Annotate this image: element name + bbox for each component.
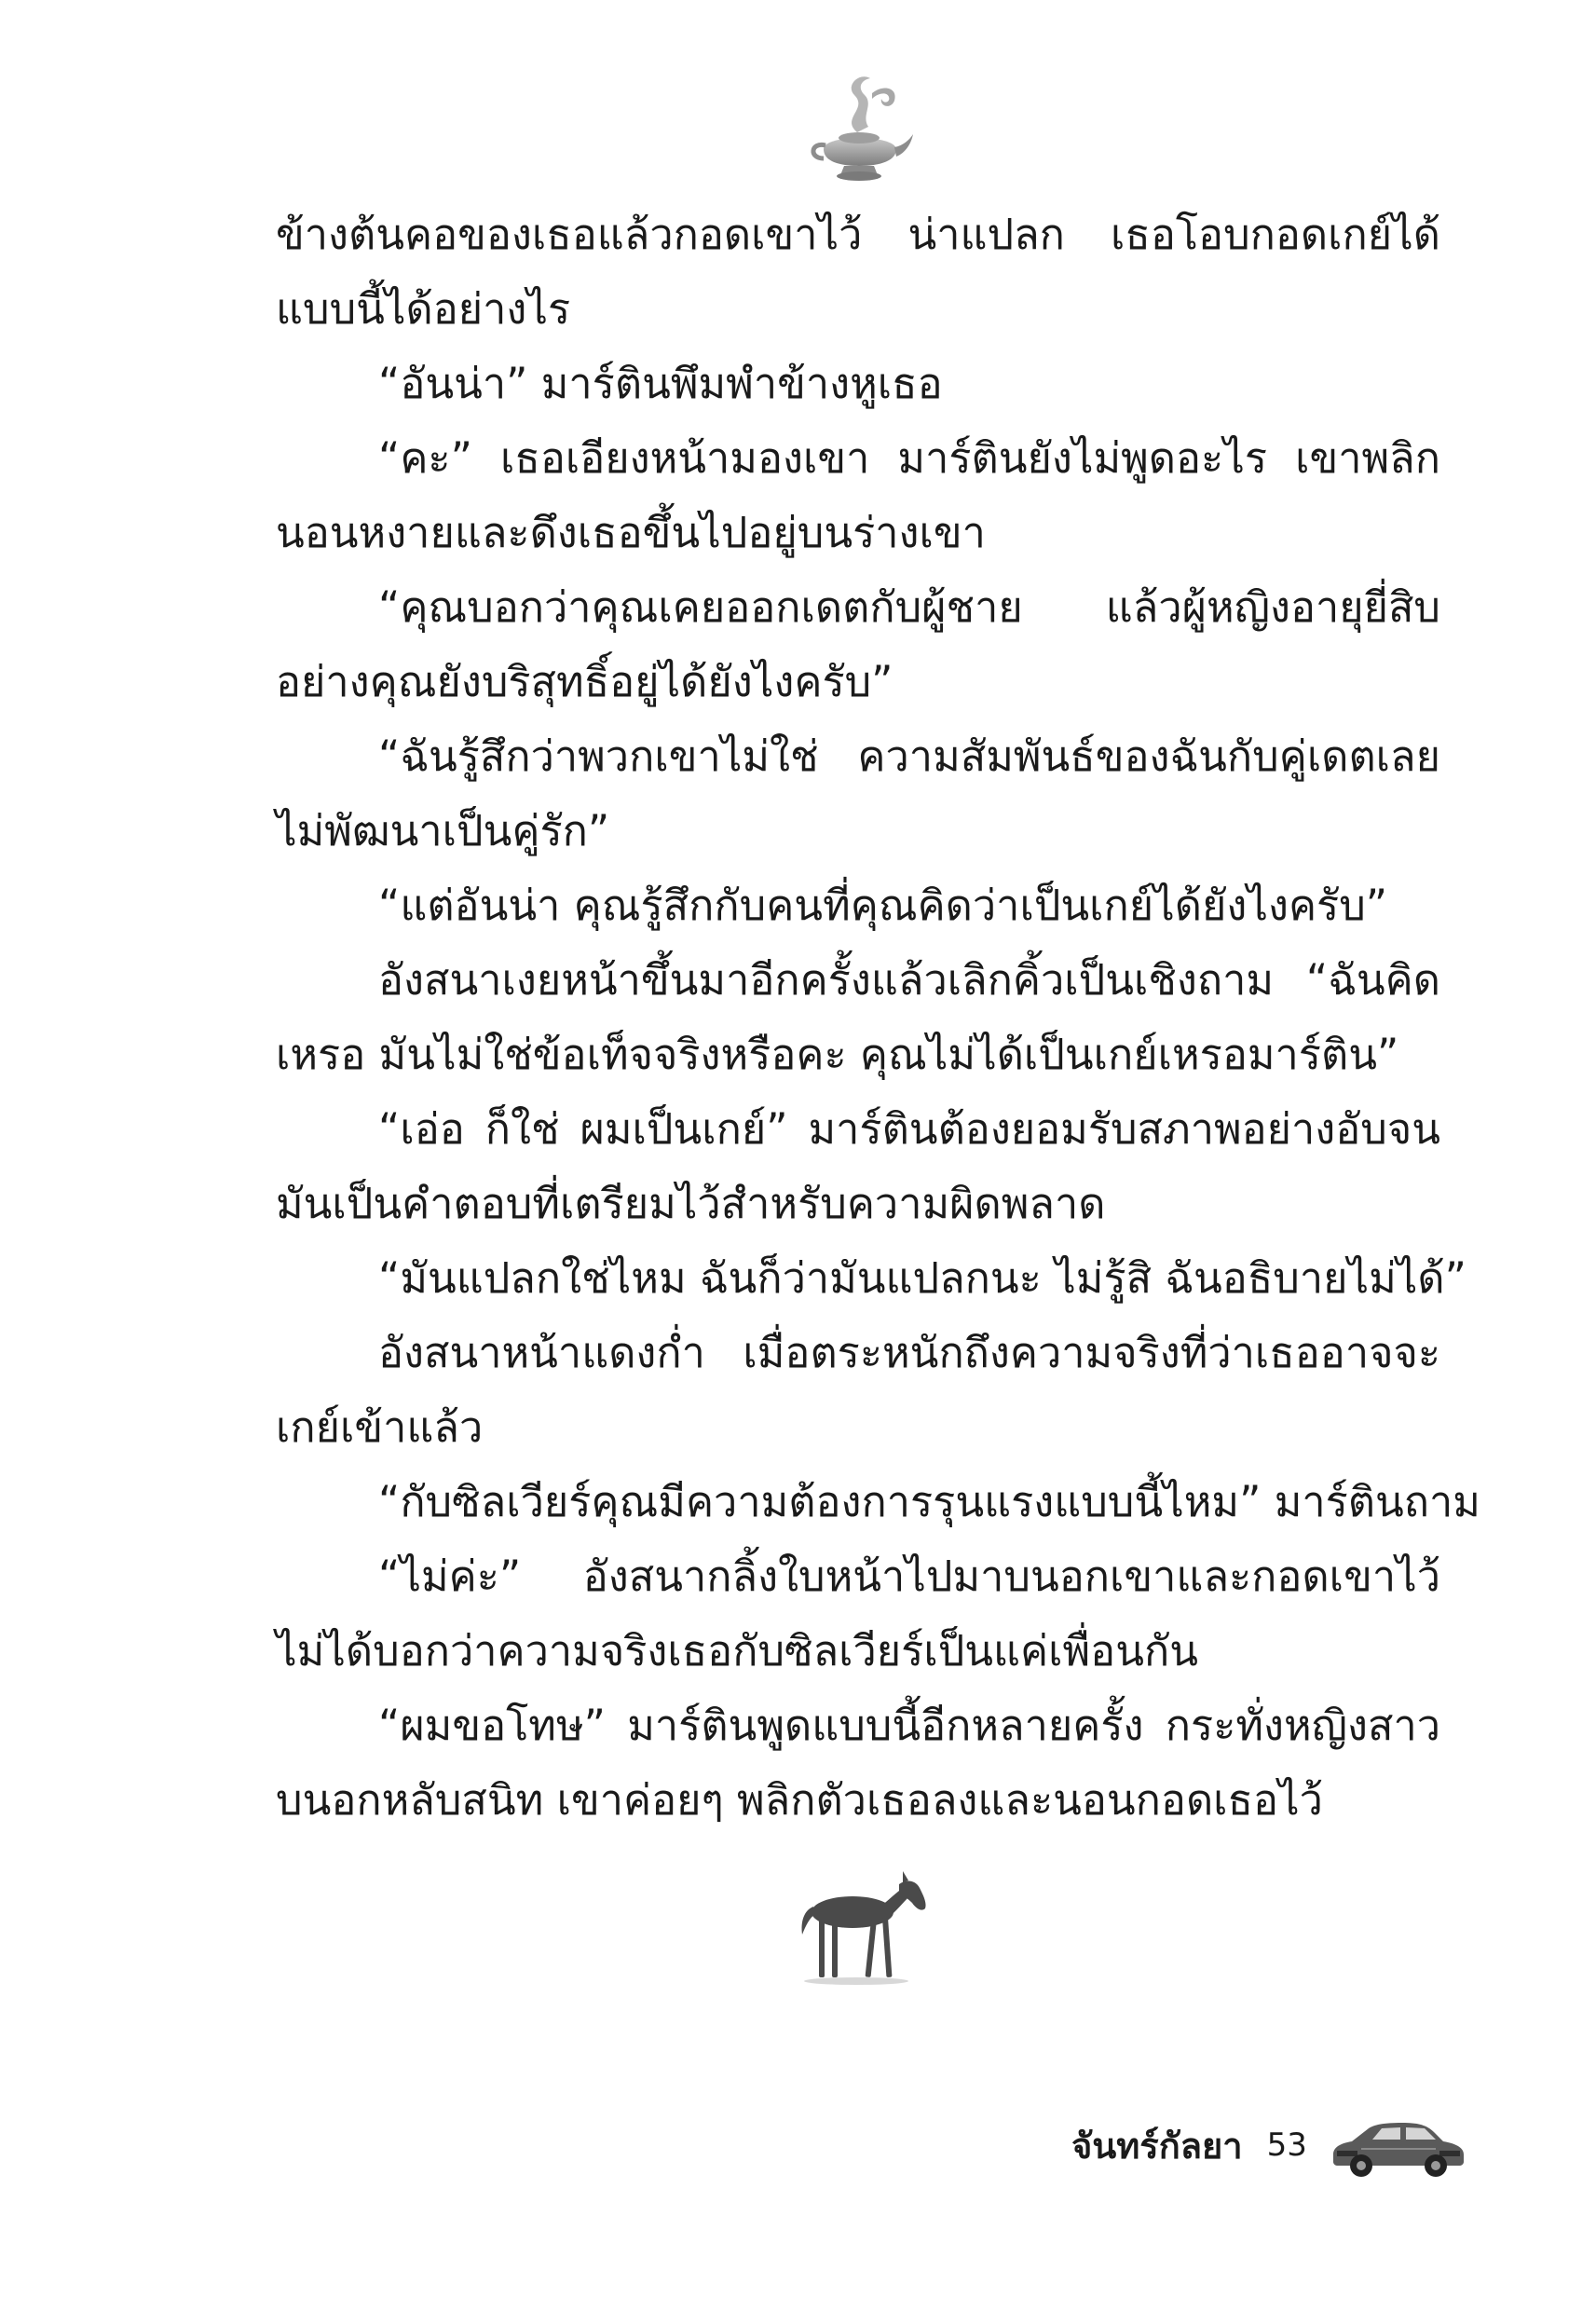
text-line: อังสนาเงยหน้าขึ้นมาอีกครั้งแล้วเลิกคิ้วเป็นเชิงถาม “ฉันคิด (378, 955, 1440, 1005)
text-line: ไม่ได้บอกว่าความจริงเธอกับซิลเวียร์เป็นแค่เพื่อนกัน (276, 1626, 1198, 1675)
text-line: “คุณบอกว่าคุณเคยออกเดตกับผู้ชาย แล้วผู้หญิงอายุยี่สิบ (378, 582, 1440, 632)
text-line: ข้างต้นคอของเธอแล้วกอดเขาไว้ น่าแปลก เธอโอบกอดเกย์ได้ (276, 210, 1440, 259)
text-line: เหรอ มันไม่ใช่ข้อเท็จจริงหรือคะ คุณไม่ได้เป็นเกย์เหรอมาร์ติน” (276, 1030, 1399, 1079)
text-line: บนอกหลับสนิท เขาค่อยๆ พลิกตัวเธอลงและนอนกอดเธอไว้ (276, 1775, 1323, 1825)
text-line: อังสนาหน้าแดงก่ำ เมื่อตระหนักถึงความจริงที่ว่าเธออาจจะ (378, 1328, 1440, 1377)
text-line: “ไม่ค่ะ” อังสนากลิ้งใบหน้าไปมาบนอกเขาและกอดเขาไว้ (378, 1552, 1440, 1601)
text-line: “อันน่า” มาร์ตินพึมพำข้างหูเธอ (378, 359, 943, 408)
text-line: นอนหงายและดึงเธอขึ้นไปอยู่บนร่างเขา (276, 508, 986, 557)
text-line: “มันแปลกใช่ไหม ฉันก็ว่ามันแปลกนะ ไม่รู้สิ ฉันอธิบายไม่ได้” (378, 1253, 1466, 1303)
car-icon (1328, 2112, 1467, 2179)
text-line: “เอ่อ ก็ใช่ ผมเป็นเกย์” มาร์ตินต้องยอมรับสภาพอย่างอับจน (378, 1104, 1440, 1154)
page-number: 53 (1266, 2126, 1307, 2164)
genie-lamp-icon (803, 67, 915, 188)
text-line: อย่างคุณยังบริสุทธิ์อยู่ได้ยังไงครับ” (276, 657, 893, 706)
text-line: ไม่พัฒนาเป็นคู่รัก” (276, 806, 610, 855)
text-line: “ฉันรู้สึกว่าพวกเขาไม่ใช่ ความสัมพันธ์ของฉันกับคู่เดตเลย (378, 732, 1440, 781)
text-line: “กับซิลเวียร์คุณมีความต้องการรุนแรงแบบนี้ไหม” มาร์ตินถาม (378, 1477, 1480, 1526)
text-line: เกย์เข้าแล้ว (276, 1402, 484, 1452)
body-text (276, 198, 1480, 1838)
text-line: “ผมขอโทษ” มาร์ตินพูดแบบนี้อีกหลายครั้ง กระทั่งหญิงสาว (378, 1701, 1440, 1750)
horse-icon (787, 1864, 936, 1990)
text-line: มันเป็นคำตอบที่เตรียมไว้สำหรับความผิดพลาด (276, 1179, 1106, 1228)
text-line: แบบนี้ได้อย่างไร (276, 284, 571, 334)
text-line: “แต่อันน่า คุณรู้สึกกับคนที่คุณคิดว่าเป็นเกย์ได้ยังไงครับ” (378, 881, 1388, 930)
text-line: “คะ” เธอเอียงหน้ามองเขา มาร์ตินยังไม่พูดอะไร เขาพลิก (378, 433, 1440, 483)
page-footer (1071, 2108, 1467, 2182)
book-title: จันทร์กัลยา (1071, 2125, 1243, 2167)
